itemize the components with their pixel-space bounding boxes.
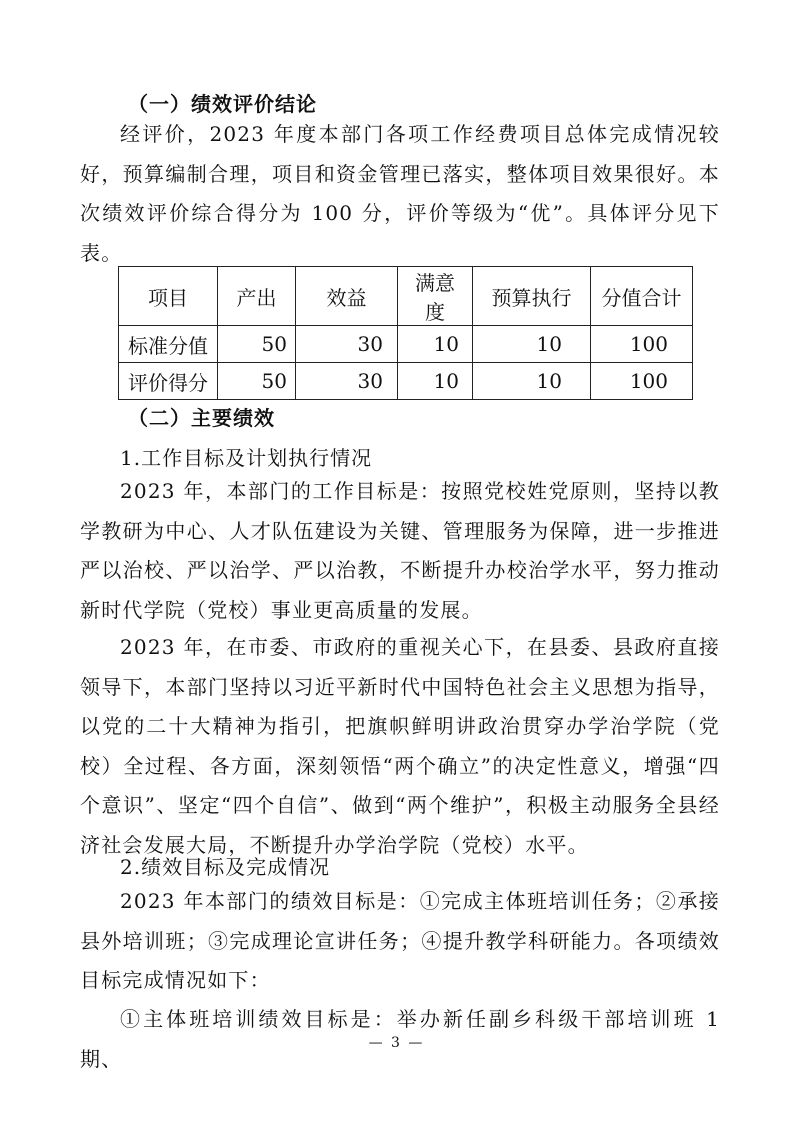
goals-paragraph: 2023 年，本部门的工作目标是：按照党校姓党原则，坚持以教学教研为中心、人才队伍建设为关键、管理服务为保障，进一步推进严以治校、严以治学、严以治教，不断提升办校治学水平，努力推动新时代学院（党校）事业更高质量的发展。 (80, 479, 720, 622)
table-header-cell: 满意度 (398, 267, 473, 326)
table-cell: 10 (398, 326, 473, 363)
table-row (119, 363, 693, 400)
table-header-cell: 分值合计 (591, 267, 693, 326)
page-number: — 3 — (368, 1035, 425, 1051)
subheading-performance-goals: 2.绩效目标及完成情况 (120, 855, 331, 879)
table-cell: 50 (218, 363, 296, 400)
table-cell: 50 (218, 326, 296, 363)
table-cell: 30 (296, 326, 398, 363)
table-header-cell: 项目 (119, 267, 218, 326)
leadership-paragraph: 2023 年，在市委、市政府的重视关心下，在县委、县政府直接领导下，本部门坚持以习近平新时代中国特色社会主义思想为指导，以党的二十大精神为指引，把旗帜鲜明讲政治贯穿办学治学院（党校）全过程、各方面，深刻领悟“两个确立”的决定性意义，增强“四个意识”、坚定“四个自信”、做到“两个维护”，积极主动服务全县经济社会发展大局，不断提升办学治学院（党校）水平。 (80, 635, 720, 857)
table-header-cell: 产出 (218, 267, 296, 326)
table-header-cell: 效益 (296, 267, 398, 326)
table-cell: 10 (473, 363, 591, 400)
table-cell: 100 (591, 363, 693, 400)
table-cell: 10 (398, 363, 473, 400)
table-row-label: 标准分值 (119, 326, 218, 363)
section-heading-main-performance: （二）主要绩效 (128, 406, 275, 430)
conclusion-paragraph: 经评价，2023 年度本部门各项工作经费项目总体完成情况较好，预算编制合理，项目和资金管理已落实，整体项目效果很好。本次绩效评价综合得分为 100 分，评价等级为“优”。具体评分见下表。 (80, 122, 720, 265)
subheading-goals-plan: 1.工作目标及计划执行情况 (120, 446, 373, 470)
section-heading-conclusion: （一）绩效评价结论 (128, 92, 317, 116)
table-cell: 100 (591, 326, 693, 363)
score-table (118, 266, 693, 400)
table-row (119, 326, 693, 363)
table-header-cell: 预算执行 (473, 267, 591, 326)
table-cell: 10 (473, 326, 591, 363)
table-header-row (119, 267, 693, 326)
training-goal-paragraph: ①主体班培训绩效目标是：举办新任副乡科级干部培训班 1 期、 (80, 1007, 720, 1071)
performance-goals-paragraph: 2023 年本部门的绩效目标是：①完成主体班培训任务；②承接县外培训班；③完成理论宣讲任务；④提升教学科研能力。各项绩效目标完成情况如下： (80, 889, 720, 992)
table-cell: 30 (296, 363, 398, 400)
table-row-label: 评价得分 (119, 363, 218, 400)
